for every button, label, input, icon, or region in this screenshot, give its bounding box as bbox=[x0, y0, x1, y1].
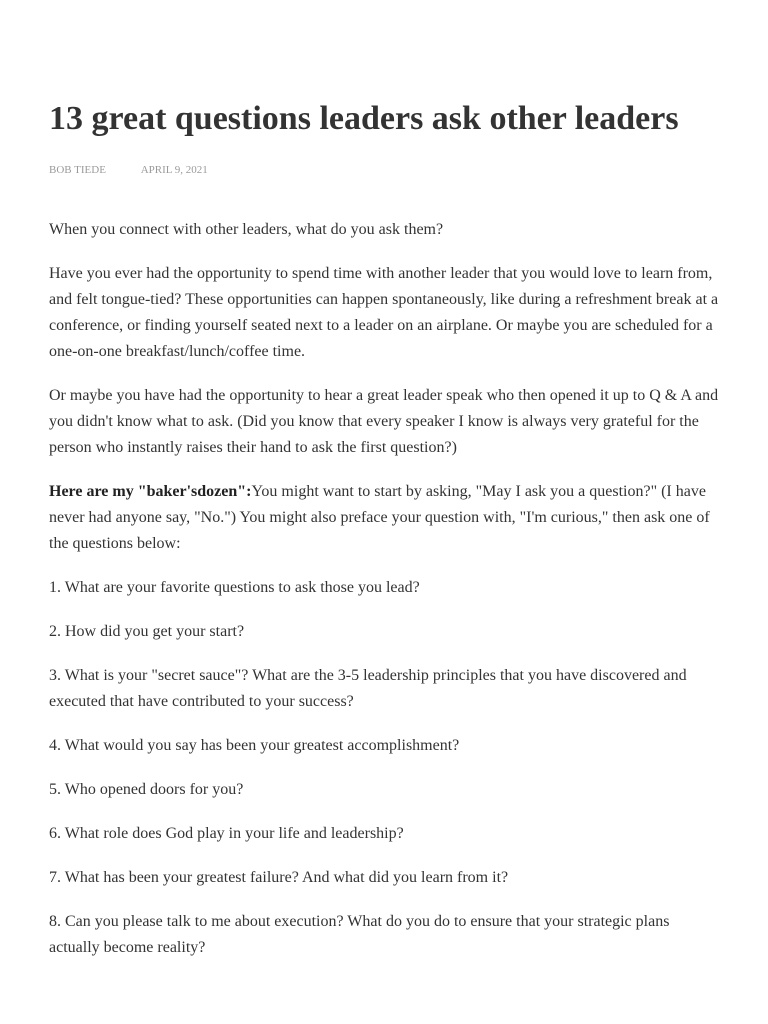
question-item: 5. Who opened doors for you? bbox=[49, 781, 244, 798]
article-body bbox=[49, 217, 721, 979]
question-item: 6. What role does God play in your life and leadership? bbox=[49, 825, 404, 842]
question-item: 3. What is your "secret sauce"? What are the 3-5 leadership principles that you have discovered and executed that have contributed to your success? bbox=[49, 667, 687, 710]
article-title: 13 great questions leaders ask other leaders bbox=[49, 100, 679, 137]
bakers-dozen-heading: Here are my "baker'sdozen": bbox=[49, 483, 252, 500]
intro-paragraph: When you connect with other leaders, what do you ask them? bbox=[49, 221, 444, 238]
question-item: 8. Can you please talk to me about execution? What do you do to ensure that your strategic plans actually become reality? bbox=[49, 913, 670, 956]
question-item: 7. What has been your greatest failure? And what did you learn from it? bbox=[49, 869, 509, 886]
body-paragraph: Or maybe you have had the opportunity to hear a great leader speak who then opened it up to Q & A and you didn't know what to ask. (Did you know that every speaker I know is always very grateful for the person who instantly raises their hand to ask the first question?) bbox=[49, 387, 719, 456]
article-meta bbox=[49, 162, 208, 178]
bakers-dozen-text: You might want to start by asking, "May I ask you a question?" (I have never had anyone say, "No.") You might also preface your question with, "I'm curious," then ask one of the questions below: bbox=[49, 483, 710, 552]
question-item: 4. What would you say has been your greatest accomplishment? bbox=[49, 737, 460, 754]
author-link[interactable]: BOB TIEDE bbox=[49, 164, 106, 176]
question-item: 2. How did you get your start? bbox=[49, 623, 245, 640]
bakers-dozen-paragraph bbox=[49, 479, 721, 557]
publish-date: APRIL 9, 2021 bbox=[140, 164, 208, 176]
body-paragraph: Have you ever had the opportunity to spend time with another leader that you would love to learn from, and felt tongue-tied? These opportunities can happen spontaneously, like during a refreshment break at a conference, or finding yourself seated next to a leader on an airplane. Or maybe you are scheduled for a one-on-one breakfast/lunch/coffee time. bbox=[49, 265, 719, 360]
question-item: 1. What are your favorite questions to ask those you lead? bbox=[49, 579, 420, 596]
